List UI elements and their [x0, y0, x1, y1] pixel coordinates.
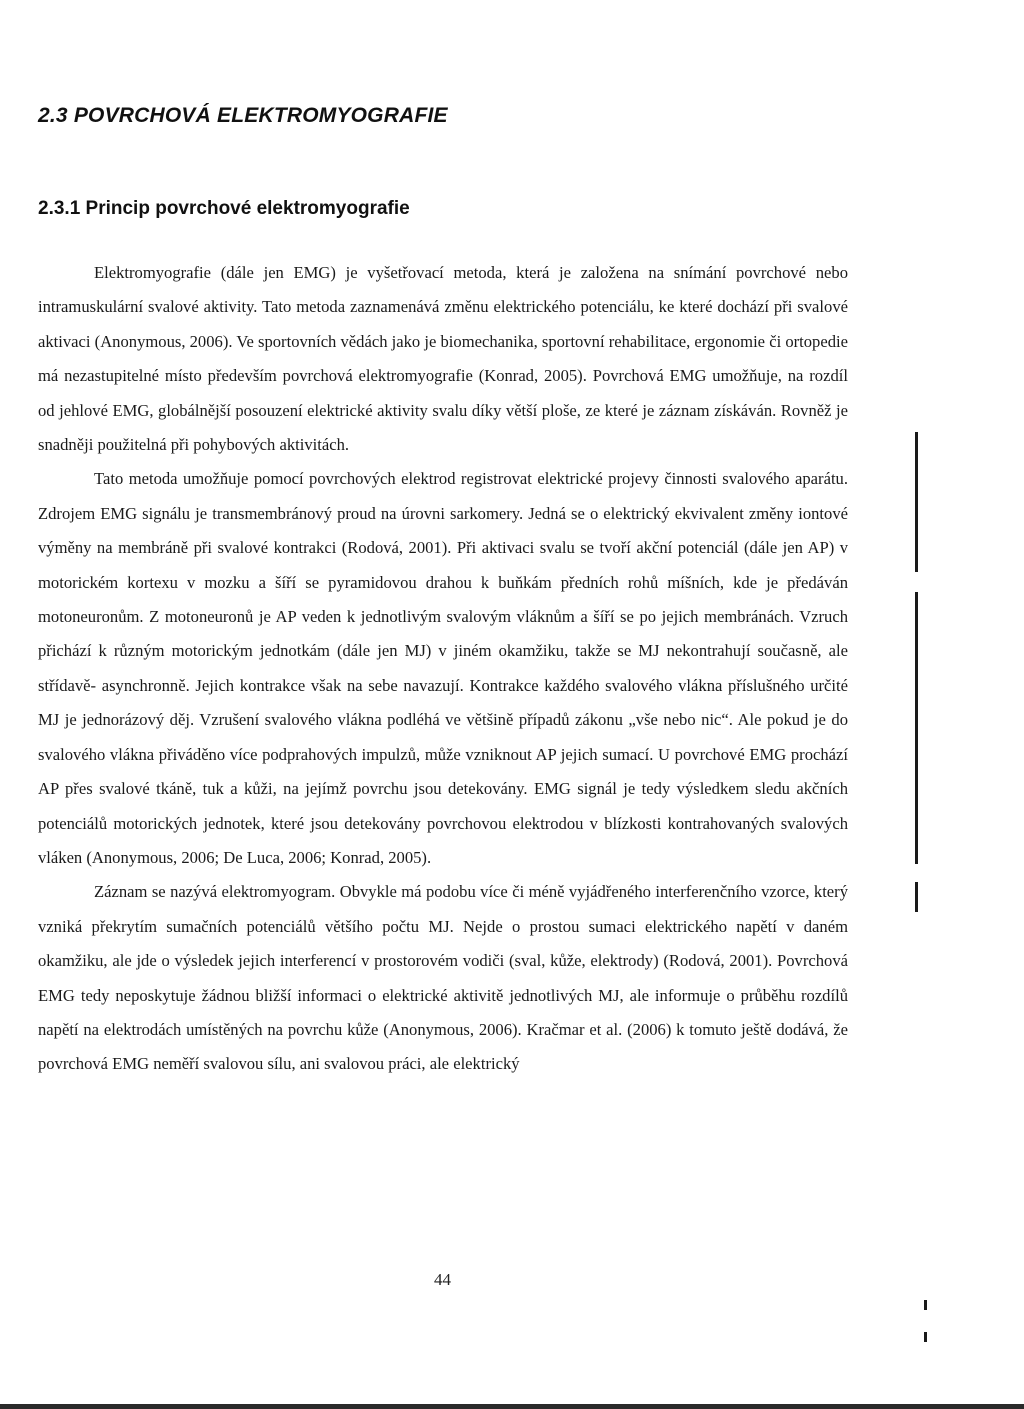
chapter-heading: 2.3 POVRCHOVÁ ELEKTROMYOGRAFIE: [38, 104, 448, 127]
paragraph: Tato metoda umožňuje pomocí povrchových elektrod registrovat elektrické projevy činnosti svalového aparátu. Zdrojem EMG signálu je transmembránový proud na úrovni sarkomery. Jedná se o elektrický ekvivalent změny iontové výměny na membráně při svalové kontrakci (Rodová, 2001). Při aktivaci svalu se tvoří akční potenciál (dále jen AP) v motorickém kortexu v mozku a šíří se pyramidovou drahou k buňkám předních rohů míšních, kde je předáván motoneuronům. Z motoneuronů je AP veden k jednotlivým svalovým vláknům a šíří se po jejich membránách. Vzruch přichází k různým motorickým jednotkám (dále jen MJ) v jiném okamžiku, takže se MJ nekontrahují současně, ale střídavě- asynchronně. Jejich kontrakce však na sebe navazují. Kontrakce každého svalového vlákna příslušného určité MJ je jednorázový děj. Vzrušení svalového vlákna podléhá ve většině případů zákonu „vše nebo nic“. Ale pokud je do svalového vlákna přiváděno více podprahových impulzů, může vzniknout AP jejich sumací. U povrchové EMG prochází AP přes svalové tkáně, tuk a kůži, na jejímž povrchu jsou detekovány. EMG signál je tedy výsledkem sledu akčních potenciálů motorických jednotek, které jsou detekovány povrchovou elektrodou v blízkosti kontrahovaných svalových vláken (Anonymous, 2006; De Luca, 2006; Konrad, 2005).: [38, 469, 848, 867]
scan-artifact-dot: [915, 882, 918, 912]
section-heading: 2.3.1 Princip povrchové elektromyografie: [38, 198, 410, 219]
paragraph: Záznam se nazývá elektromyogram. Obvykle má podobu více či méně vyjádřeného interferenčního vzorce, který vzniká překrytím sumačních potenciálů většího počtu MJ. Nejde o prostou sumaci elektrického napětí v daném okamžiku, ale jde o výsledek jejich interferencí v prostorovém vodiči (sval, kůže, elektrody) (Rodová, 2001). Povrchová EMG tedy neposkytuje žádnou bližší informaci o elektrické aktivitě jednotlivých MJ, ale informuje o průběhu rozdílů napětí na elektrodách umístěných na povrchu kůže (Anonymous, 2006). Kračmar et al. (2006) k tomuto ještě dodává, že povrchová EMG neměří svalovou sílu, ani svalovou práci, ale elektrický: [38, 882, 848, 1074]
scan-artifact-dot: [924, 1300, 927, 1310]
paragraph: Elektromyografie (dále jen EMG) je vyšetřovací metoda, která je založena na snímání povrchové nebo intramuskulární svalové aktivity. Tato metoda zaznamenává změnu elektrického potenciálu, ke které dochází při svalové aktivaci (Anonymous, 2006). Ve sportovních vědách jako je biomechanika, sportovní rehabilitace, ergonomie či ortopedie má nezastupitelné místo především povrchová elektromyografie (Konrad, 2005). Povrchová EMG umožňuje, na rozdíl od jehlové EMG, globálnější posouzení elektrické aktivity svalu díky větší ploše, ze které je záznam získáván. Rovněž je snadněji použitelná při pohybových aktivitách.: [38, 263, 848, 455]
page-number: 44: [434, 1270, 451, 1289]
scan-edge: [0, 1404, 1024, 1409]
body-text: [38, 256, 848, 1082]
scan-artifact-line: [915, 432, 918, 572]
scan-artifact-dot: [924, 1332, 927, 1342]
scan-artifact-line: [915, 592, 918, 864]
